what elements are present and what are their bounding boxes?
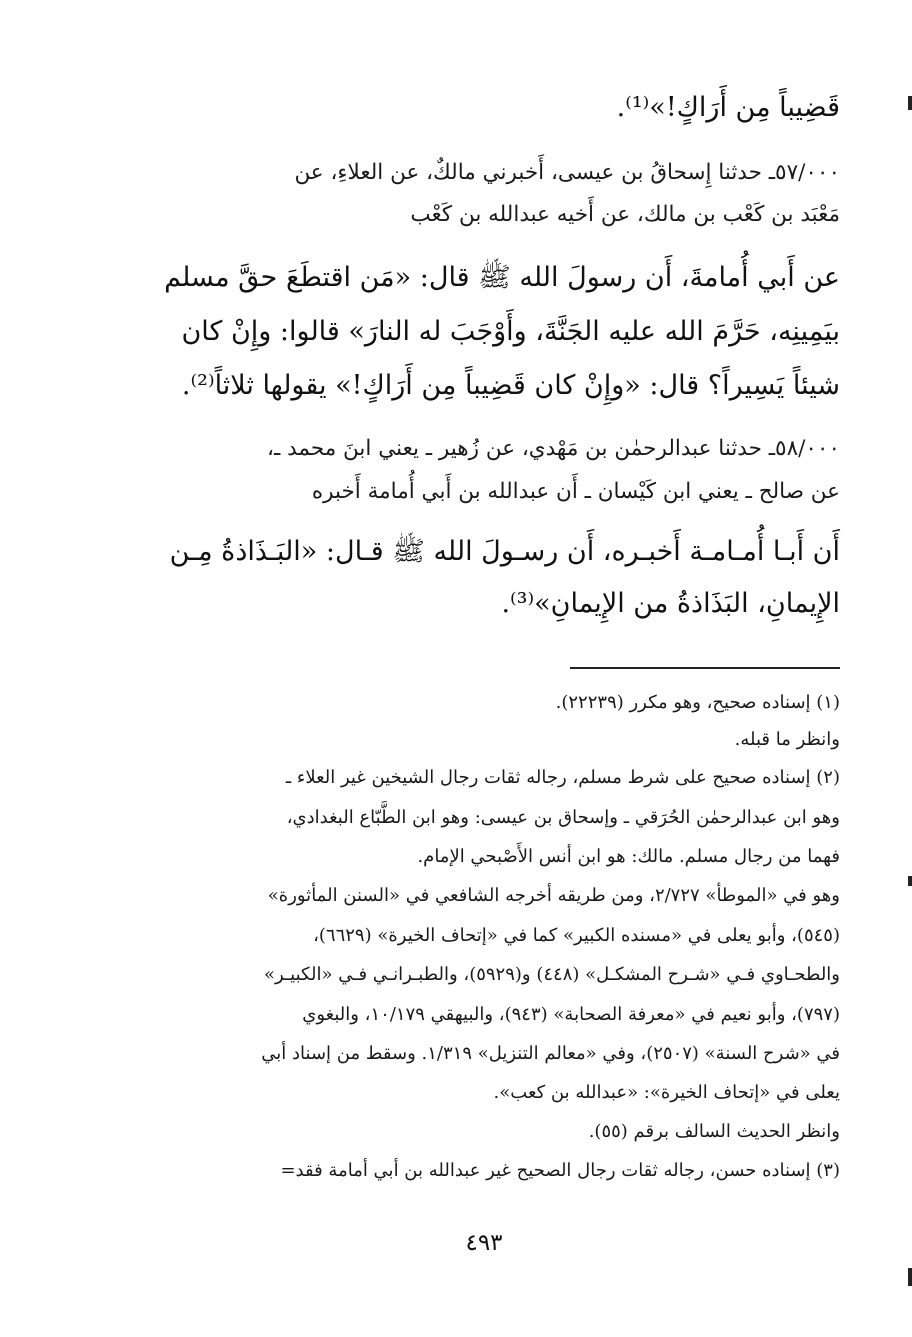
footnote-2-line-4: وهو في «الموطأ» ٢/٧٢٧، ومن طريقه أخرجه الشافعي في «السنن المأثورة» [267,885,840,906]
footnote-2-line-3: فهما من رجال مسلم. مالك: هو ابن أنس الأَصْبحي الإمام. [417,846,840,867]
hadith-57-isnad-line-2: مَعْبَد بن كَعْب بن مالك، عن أَخيه عبدالله بن كَعْب [410,202,840,227]
hadith-57-matn-line-2: بيَمِينِه، حَرَّمَ الله عليه الجَنَّةَ، وأَوْجَبَ له النارَ» قالوا: وإِنْ كان [181,316,840,347]
footnote-2-line-2: وهو ابن عبدالرحمٰن الحُرَقي ـ وإسحاق بن عيسى: وهو ابن الطَّبّاع البغدادي، [286,807,840,828]
footnote-1-line-2: وانظر ما قبله. [734,729,840,750]
page-edge-mark-top [908,96,912,110]
footnote-1-line-1: (١) إسناده صحيح، وهو مكرر (٢٢٢٣٩). [555,692,840,713]
footnote-2-line-7: (٧٩٧)، وأبو نعيم في «معرفة الصحابة» (٩٤٣)، والبيهقي ١٠/١٧٩، والبغوي [302,1004,840,1025]
hadith-58-matn-line-2: الإِيمانِ، البَذَاذةُ من الإِيمانِ»⁽³⁾. [501,588,840,619]
footnote-2-line-5: (٥٤٥)، وأبو يعلى في «مسنده الكبير» كما في «إتحاف الخيرة» (٦٦٢٩)، [313,925,840,946]
hadith-57-isnad-line-1: ٥٧/٠٠٠ـ حدثنا إِسحاقُ بن عيسى، أَخبرني مالكٌ، عن العلاءِ، عن [294,160,840,185]
footnote-2-line-9: يعلى في «إتحاف الخيرة»: «عبدالله بن كعب». [493,1082,840,1103]
main-text-line-1: قَضِيباً مِن أَرَاكٍ!»⁽¹⁾. [616,92,840,123]
hadith-58-isnad-line-2: عن صالح ـ يعني ابن كَيْسان ـ أَن عبدالله بن أَبي أُمامة أَخبره [311,479,840,504]
page-number: ٤٩٣ [465,1230,503,1256]
hadith-57-matn-line-3: شيئاً يَسِيراً؟ قال: «وإِنْ كان قَضِيباً مِن أَرَاكٍ!» يقولها ثلاثاً⁽²⁾. [181,370,840,401]
footnote-2-line-8: في «شرح السنة» (٢٥٠٧)، وفي «معالم التنزيل» ١/٣١٩. وسقط من إسناد أبي [261,1043,840,1064]
hadith-58-isnad-line-1: ٥٨/٠٠٠ـ حدثنا عبدالرحمٰن بن مَهْدي، عن زُهير ـ يعني ابنَ محمد ـ، [267,436,840,461]
footnote-3-line-1: (٣) إسناده حسن، رجاله ثقات رجال الصحيح غير عبدالله بن أبي أمامة فقد= [280,1160,840,1181]
hadith-58-matn-line-1: أَن أَبـا أُمـامـة أَخبـره، أَن رسـولَ الله ﷺ قـال: «البَـذَاذةُ مِـن [169,536,840,567]
book-page [128,70,840,1280]
footnote-2-line-10: وانظر الحديث السالف برقم (٥٥). [588,1121,840,1142]
footnote-separator [570,667,840,669]
page-edge-mark-bottom [908,1268,912,1286]
footnote-2-line-1: (٢) إسناده صحيح على شرط مسلم، رجاله ثقات رجال الشيخين غير العلاء ـ [285,767,840,788]
footnote-2-line-6: والطحـاوي فـي «شـرح المشكـل» (٤٤٨) و(٥٩٢٩)، والطبـرانـي فـي «الكبيـر» [263,964,840,985]
hadith-57-matn-line-1: عن أَبي أُمامةَ، أَن رسولَ الله ﷺ قال: «مَن اقتطَعَ حقَّ مسلم [164,262,840,293]
page-edge-mark-middle [908,876,912,886]
